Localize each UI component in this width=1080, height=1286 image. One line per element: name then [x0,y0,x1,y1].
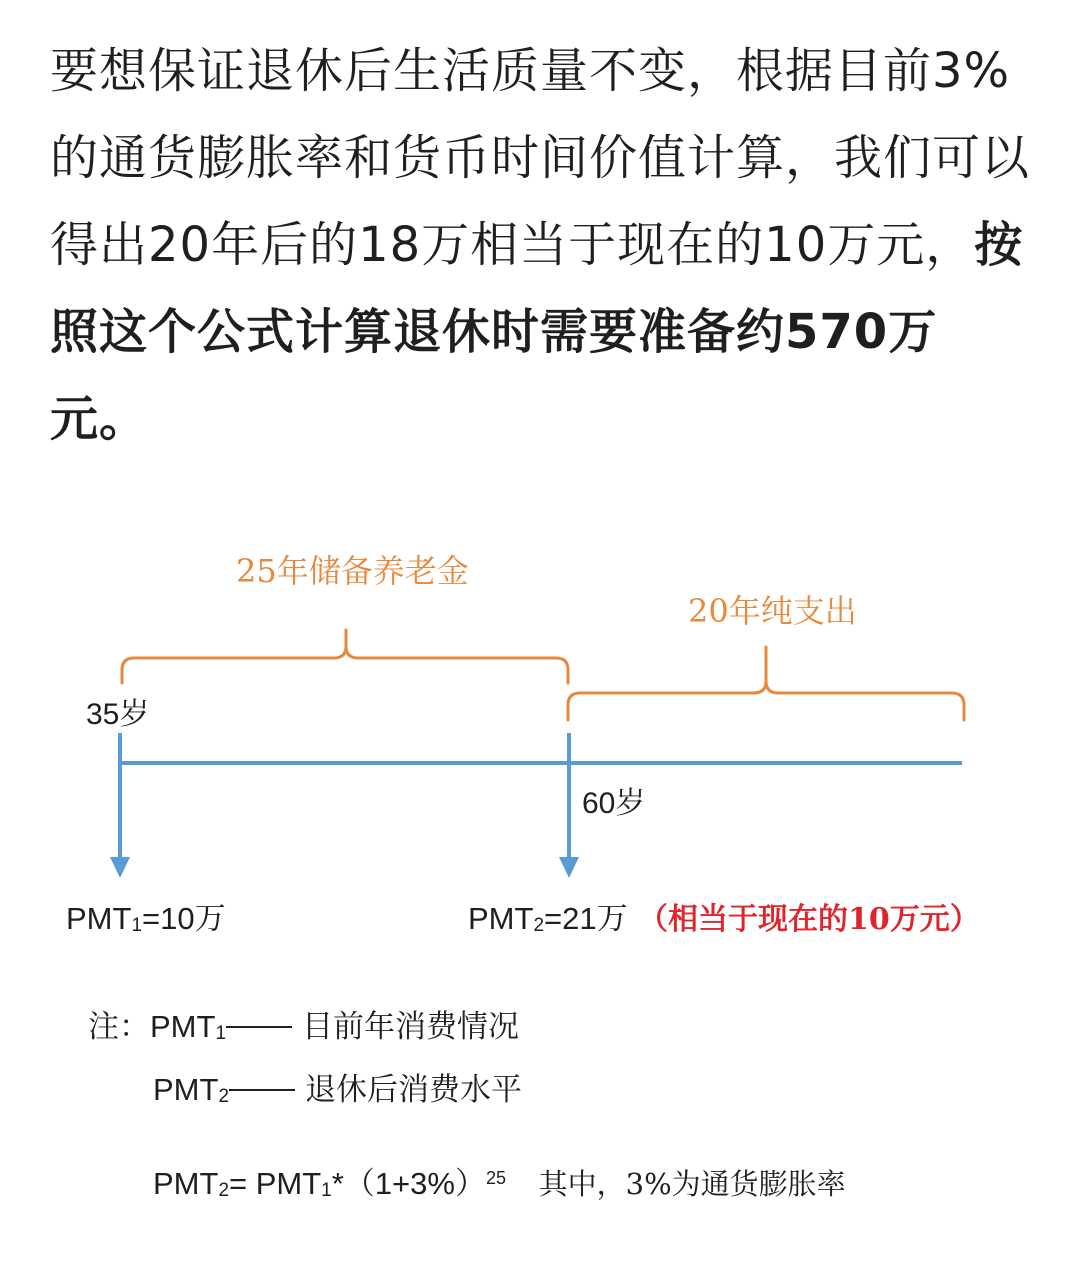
note1-pmt-name: PMT [150,1009,216,1044]
note2-desc: 退休后消费水平 [305,1072,523,1108]
pmt2-highlight: （相当于现在的10万元） [638,902,980,937]
note1-desc: 目前年消费情况 [302,1009,520,1045]
formula-explain: 其中，3%为通货膨胀率 [538,1167,846,1201]
note2-pmt-name: PMT [153,1072,219,1107]
arrow-right-head [559,857,579,878]
formula-left-name: PMT [153,1166,219,1201]
pmt2-label: PMT2=21万 [468,901,628,936]
article-normal-text: 要想保证退休后生活质量不变，根据目前3%的通货膨胀率和货币时间价值计算，我们可以得出20年后的18万相当于现在的10万元， [50,43,1031,273]
article-bold-text: 按照这个公式计算退休时需要准备约570万元。 [50,217,1024,447]
brace-right-label: 20年纯支出 [688,592,857,630]
formula-eq: = [229,1166,256,1201]
pmt1-label: PMT1=10万 [66,901,226,936]
arrow-left-head [110,857,130,878]
formula-right-sub: 1 [321,1180,332,1201]
age-retire-label: 60岁 [582,787,646,820]
formula-exponent: 25 [485,1168,506,1188]
formula-line [153,1158,846,1203]
note-line-2 [153,1064,522,1109]
brace-right [568,647,964,720]
note1-dash [226,1026,292,1028]
note-prefix: 注： [88,1009,150,1045]
formula-right-name: PMT [255,1166,322,1201]
note-line-1 [88,1001,519,1046]
brace-left [122,630,568,683]
formula-left-sub: 2 [218,1180,230,1201]
note2-pmt-sub: 2 [218,1086,230,1107]
note1-pmt-sub: 1 [215,1023,227,1044]
note2-dash [229,1089,295,1091]
formula-rest: *（1+3%） [331,1166,486,1201]
age-start-label: 35岁 [86,698,150,731]
brace-left-label: 25年储备养老金 [236,552,469,590]
